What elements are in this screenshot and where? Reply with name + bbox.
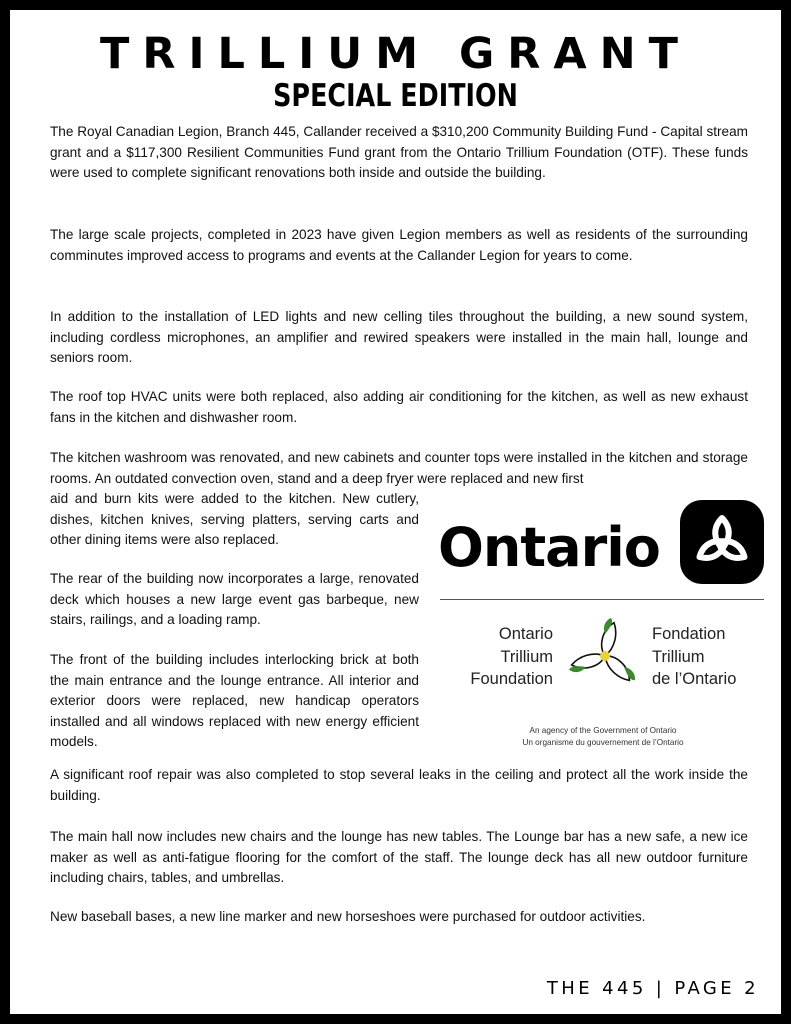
- newsletter-page: [10, 10, 781, 1014]
- logo-area: [438, 496, 768, 756]
- otf-name-french: [652, 623, 772, 691]
- logo-divider: [440, 599, 764, 600]
- paragraph-kitchen-continued: aid and burn kits were added to the kitchen. New cutlery, dishes, kitchen knives, serving platters, serving carts and other dining items were also replaced.: [50, 491, 419, 547]
- page-footer: THE 445 | PAGE 2: [546, 978, 759, 999]
- otf-french-line: Fondation: [652, 625, 726, 643]
- paragraph-rear-deck: The rear of the building now incorporates a large, renovated deck which houses a new large event gas barbeque, new stairs, railings, and a loading ramp.: [50, 571, 419, 627]
- otf-french-line: Trillium: [652, 647, 705, 666]
- paragraph-outdoor: New baseball bases, a new line marker and new horseshoes were purchased for outdoor activities.: [50, 909, 646, 924]
- page-subtitle: SPECIAL EDITION: [273, 78, 518, 114]
- paragraph-lighting-sound: In addition to the installation of LED lights and new celling tiles throughout the building, a new sound system, including cordless microphones, an amplifier and rewired speakers were installed in the main hall, lounge and seniors room.: [50, 309, 748, 365]
- paragraph-hvac: The roof top HVAC units were both replaced, also adding air conditioning for the kitchen, as well as new exhaust fans in the kitchen and dishwasher room.: [50, 389, 748, 425]
- otf-english-line: Trillium: [500, 647, 553, 666]
- agency-statement: [488, 725, 718, 749]
- otf-english-line: Ontario: [498, 625, 553, 643]
- agency-english: An agency of the Government of Ontario: [529, 726, 677, 735]
- paragraph-kitchen: The kitchen washroom was renovated, and new cabinets and counter tops were installed in the kitchen and storage rooms. An outdated convection oven, stand and a deep fryer were replaced and new first: [50, 450, 748, 486]
- paragraph-front-entrance: The front of the building includes interlocking brick at both the main entrance and the lounge entrance. All interior and exterior doors were replaced, new handicap operators installed and all windows replaced with new energy efficient models.: [50, 652, 419, 749]
- ontario-trillium-icon: [680, 500, 764, 584]
- otf-english-line: Foundation: [470, 670, 553, 688]
- paragraph-roof: A significant roof repair was also completed to stop several leaks in the ceiling and protect all the work inside the building.: [50, 767, 748, 803]
- page-title: TRILLIUM GRANT: [100, 29, 691, 79]
- agency-french: Un organisme du gouvernement de l’Ontario: [522, 738, 684, 747]
- otf-french-line: de l’Ontario: [652, 670, 737, 688]
- ontario-wordmark: Ontario: [438, 516, 660, 579]
- otf-name-english: [438, 623, 553, 691]
- paragraph-main-hall: The main hall now includes new chairs and the lounge has new tables. The Lounge bar has a new safe, a new ice maker as well as anti-fatigue flooring for the comfort of the staff. The lounge deck has all new outdoor furniture including chairs, tables, and umbrellas.: [50, 829, 748, 885]
- paragraph-grant-intro: The Royal Canadian Legion, Branch 445, Callander received a $310,200 Community Building Fund - Capital stream grant and a $117,300 Resilient Communities Fund grant from the Ontario Trillium Foundation (OTF). These funds were used to complete significant renovations both inside and outside the building.: [50, 124, 748, 180]
- paragraph-projects: The large scale projects, completed in 2023 have given Legion members as well as residents of the surrounding comminutes improved access to programs and events at the Callander Legion for years to come.: [50, 227, 748, 263]
- otf-trillium-flower-icon: [567, 618, 643, 694]
